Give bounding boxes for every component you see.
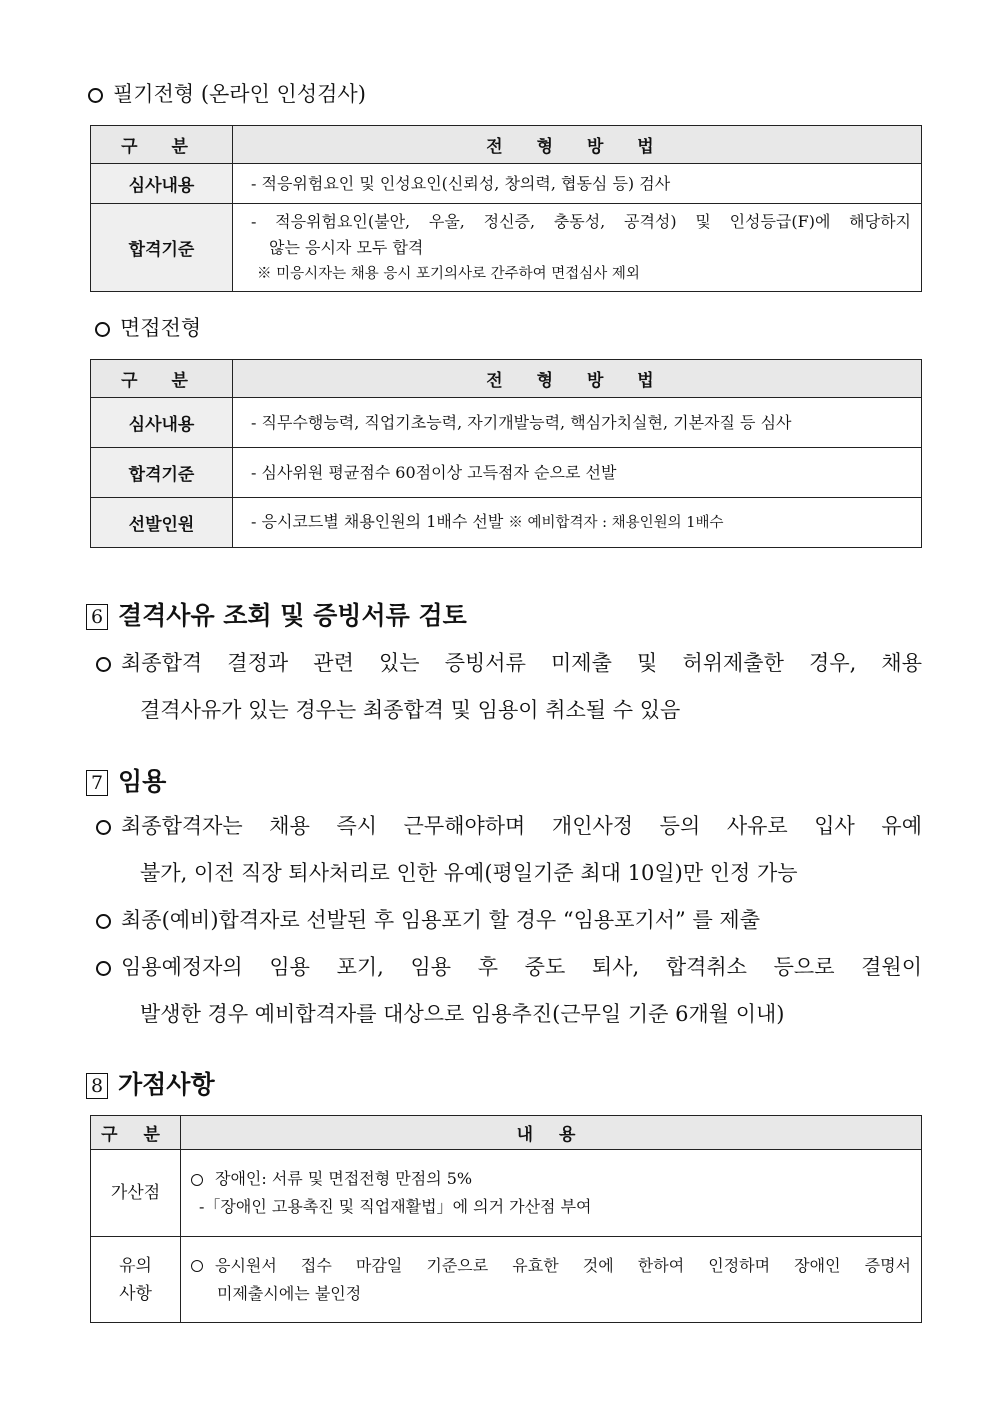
header-category: 구 분 — [91, 360, 233, 398]
bullet-line — [96, 803, 922, 850]
hollow-circle-bullet-icon — [96, 914, 111, 929]
content-note: ※ 미응시자는 채용 응시 포기의사로 간주하여 면접심사 제외 — [257, 265, 640, 282]
row-label — [91, 1237, 181, 1323]
section-7-title — [86, 762, 166, 798]
table-row — [91, 1150, 922, 1237]
table-header-row — [91, 126, 922, 164]
row-content — [233, 204, 922, 292]
row-label: 합격기준 — [91, 448, 233, 498]
header-method: 전 형 방 법 — [233, 360, 922, 398]
content-text: - 응시코드별 채용인원의 1배수 선발 — [251, 512, 509, 531]
section-8-title — [86, 1065, 215, 1101]
content-line — [191, 1165, 921, 1193]
row-label: 심사내용 — [91, 164, 233, 204]
hollow-circle-bullet-icon — [191, 1260, 203, 1272]
written-exam-heading-text: 필기전형 (온라인 인성검사) — [113, 82, 366, 106]
header-method: 전 형 방 법 — [233, 126, 922, 164]
interview-heading — [95, 312, 201, 342]
hollow-circle-bullet-icon — [88, 88, 103, 103]
section-6-title — [86, 596, 467, 632]
row-content: - 직무수행능력, 직업기초능력, 자기개발능력, 핵심가치실현, 기본자질 등 심사 — [233, 398, 922, 448]
content-line: 않는 응시자 모두 합격 — [269, 237, 424, 257]
bullet-line — [96, 897, 922, 944]
header-category: 구 분 — [91, 1116, 181, 1150]
section-number-box: 7 — [86, 770, 108, 796]
header-content: 내 용 — [181, 1116, 922, 1150]
row-content: - 적응위험요인 및 인성요인(신뢰성, 창의력, 협동심 등) 검사 — [233, 164, 922, 204]
content-line: - 적응위험요인(불안, 우울, 정신증, 충동성, 공격성) 및 인성등급(F)에 해당하지 — [251, 211, 911, 231]
row-content — [181, 1150, 922, 1237]
hollow-circle-bullet-icon — [96, 657, 111, 672]
interview-heading-text: 면접전형 — [120, 316, 202, 340]
section-7-bullets — [96, 803, 922, 1038]
row-label: 선발인원 — [91, 498, 233, 548]
table-row — [91, 398, 922, 448]
bullet-text: 최종(예비)합격자로 선발된 후 임용포기 할 경우 “임용포기서” 를 제출 — [121, 908, 760, 932]
table-row — [91, 448, 922, 498]
bonus-points-table — [90, 1115, 922, 1323]
bullet-line: 발생한 경우 예비합격자를 대상으로 임용추진(근무일 기준 6개월 이내) — [140, 1002, 785, 1026]
row-label: 심사내용 — [91, 398, 233, 448]
row-label: 가산점 — [91, 1150, 181, 1237]
bullet-line — [96, 640, 922, 687]
bullet-line — [96, 944, 922, 991]
table-row — [91, 204, 922, 292]
content-line: 미제출시에는 불인정 — [217, 1283, 362, 1303]
row-label: 합격기준 — [91, 204, 233, 292]
table-row — [91, 164, 922, 204]
content-line — [191, 1252, 911, 1280]
bullet-text: 최종합격자는 채용 즉시 근무해야하며 개인사정 등의 사유로 입사 유예 — [121, 814, 922, 838]
content-note: ※ 예비합격자 : 채용인원의 1배수 — [508, 515, 724, 531]
bullet-line: 결격사유가 있는 경우는 최종합격 및 임용이 취소될 수 있음 — [140, 698, 681, 722]
row-content: - 심사위원 평균점수 60점이상 고득점자 순으로 선발 — [233, 448, 922, 498]
section-number-box: 8 — [86, 1073, 108, 1099]
bullet-text: 최종합격 결정과 관련 있는 증빙서류 미제출 및 허위제출한 경우, 채용 — [121, 651, 922, 675]
written-exam-heading — [88, 78, 366, 108]
section-title-text: 가점사항 — [118, 1070, 215, 1099]
hollow-circle-bullet-icon — [96, 961, 111, 976]
content-text: 응시원서 접수 마감일 기준으로 유효한 것에 한하여 인정하며 장애인 증명서 — [215, 1255, 911, 1275]
label-line: 사항 — [119, 1283, 152, 1304]
written-exam-table — [90, 125, 922, 292]
section-title-text: 임용 — [118, 767, 167, 796]
table-row — [91, 1237, 922, 1323]
content-text: 장애인: 서류 및 면접전형 만점의 5% — [215, 1169, 473, 1188]
interview-table — [90, 359, 922, 548]
header-category: 구 분 — [91, 126, 233, 164]
bullet-text: 임용예정자의 임용 포기, 임용 후 중도 퇴사, 합격취소 등으로 결원이 — [121, 955, 922, 979]
bullet-line: 불가, 이전 직장 퇴사처리로 인한 유예(평일기준 최대 10일)만 인정 가능 — [140, 861, 798, 885]
table-header-row — [91, 360, 922, 398]
section-number-box: 6 — [86, 604, 108, 630]
table-header-row — [91, 1116, 922, 1150]
hollow-circle-bullet-icon — [95, 322, 110, 337]
hollow-circle-bullet-icon — [191, 1174, 203, 1186]
label-line: 유의 — [119, 1255, 152, 1276]
hollow-circle-bullet-icon — [96, 820, 111, 835]
row-content — [181, 1237, 922, 1323]
section-title-text: 결격사유 조회 및 증빙서류 검토 — [118, 601, 467, 630]
section-6-bullet — [96, 640, 922, 734]
row-content — [233, 498, 922, 548]
content-line: -「장애인 고용촉진 및 직업재활법」에 의거 가산점 부여 — [199, 1197, 592, 1216]
table-row — [91, 498, 922, 548]
